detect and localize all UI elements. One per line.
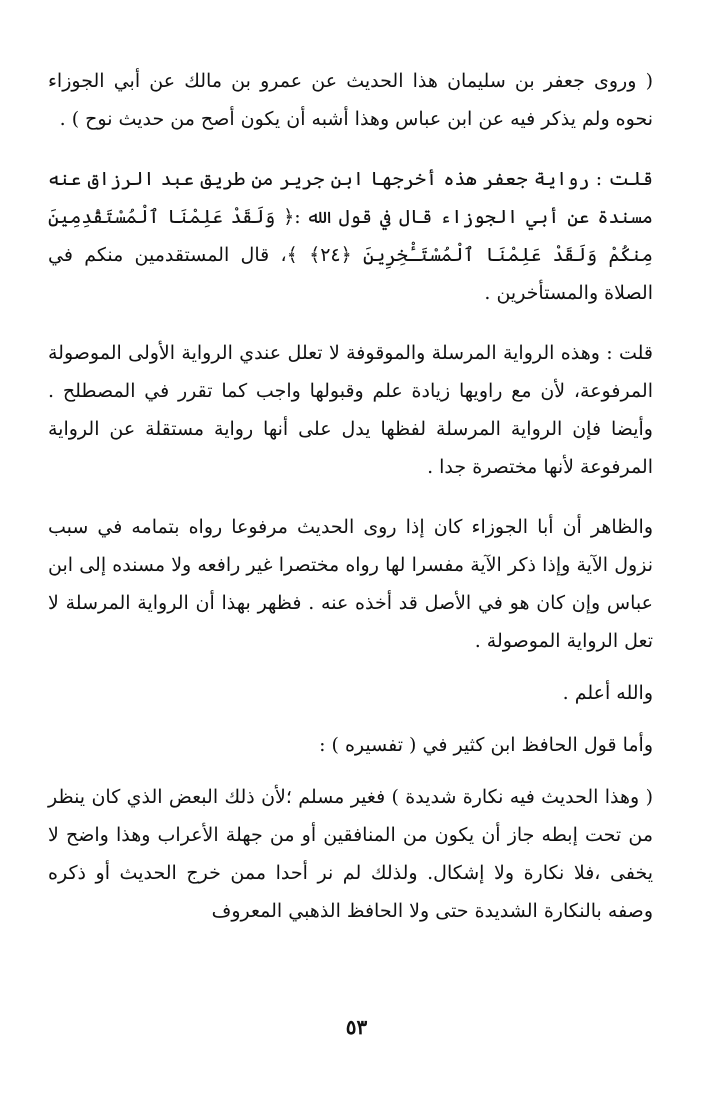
paragraph-4: والظاهر أن أبا الجوزاء كان إذا روى الحديث مرفوعا رواه بتمامه في سبب نزول الآية وإذا ذكر الآية مفسرا لها رواه مختصرا غير رافعه ولا مسنده إلى ابن عباس وإن كان هو في الأصل قد أخذه عنه . فظهر بهذا أن الرواية المرسلة لا تعل الرواية الموصولة . [48,516,653,652]
paragraph-2: قلت : رواية جعفر هذه أخرجها ابن جرير من طريق عبد الرزاق عنه مسندة عن أبي الجوزاء قال في قول الله :﴿ وَلَقَدْ عَلِمْنَا ٱلْمُسْتَقْدِمِينَ مِنكُمْ وَلَقَدْ عَلِمْنَا ٱلْمُسْتَـْٔخِرِينَ ﴿٢٤﴾ ﴾، قال المستقدمين منكم في الصلاة والمستأخرين . [48,168,653,304]
page-number: ٥٣ [345,1015,368,1039]
paragraph-5: والله أعلم . [562,682,653,704]
paragraph-3: قلت : وهذه الرواية المرسلة والموقوفة لا تعلل عندي الرواية الأولى الموصولة المرفوعة، لأن مع راويها زيادة علم وقبولها واجب كما تقرر في المصطلح . وأيضا فإن الرواية المرسلة لفظها يدل على أنها رواية مستقلة عن الرواية المرفوعة لأنها مختصرة جدا . [48,342,653,478]
paragraph-7: ( وهذا الحديث فيه نكارة شديدة ) فغير مسلم ؛لأن ذلك البعض الذي كان ينظر من تحت إبطه جاز أن يكون من المنافقين أو من جهلة الأعراب وهذا واضح لا يخفى ،فلا نكارة ولا إشكال. ولذلك لم نر أحدا ممن خرج الحديث أو ذكره وصفه بالنكارة الشديدة حتى ولا الحافظ الذهبي المعروف [48,786,653,922]
paragraph-6: وأما قول الحافظ ابن كثير في ( تفسيره ) : [319,734,653,756]
paragraph-1: ( وروى جعفر بن سليمان هذا الحديث عن عمرو بن مالك عن أبي الجوزاء نحوه ولم يذكر فيه عن ابن عباس وهذا أشبه أن يكون أصح من حديث نوح ) . [48,70,653,130]
